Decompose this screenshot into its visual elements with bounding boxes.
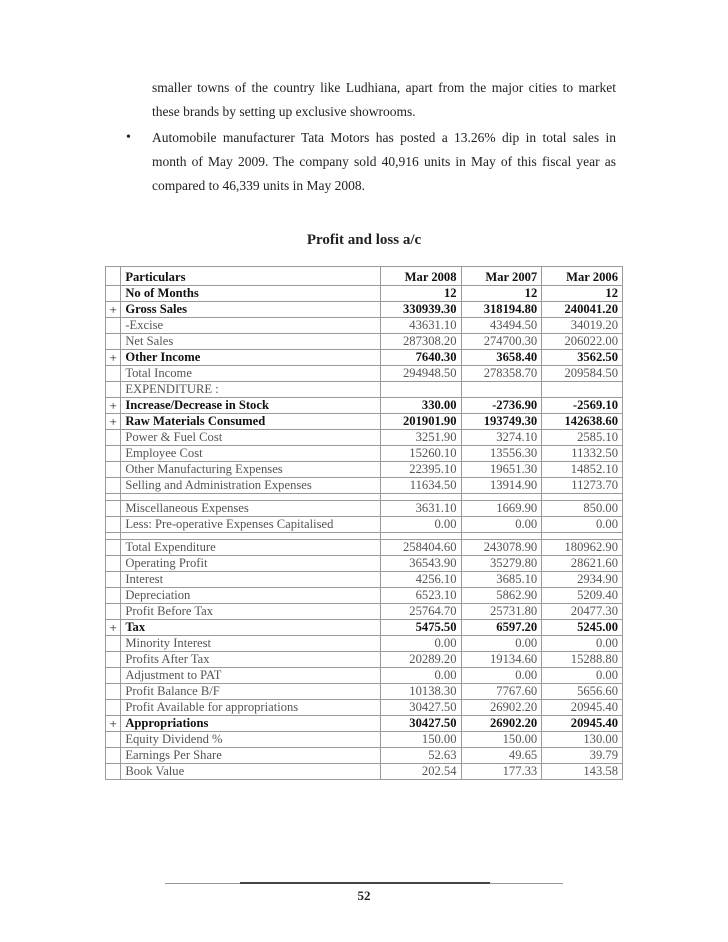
row-label: Other Manufacturing Expenses xyxy=(121,462,381,478)
table-row xyxy=(106,604,623,620)
row-label: Profits After Tax xyxy=(121,652,381,668)
table-row xyxy=(106,588,623,604)
row-value: 49.65 xyxy=(461,748,542,764)
row-value: 142638.60 xyxy=(542,414,623,430)
mark-cell xyxy=(106,501,121,517)
row-value: 7640.30 xyxy=(380,350,461,366)
row-value: 0.00 xyxy=(380,636,461,652)
table-row xyxy=(106,334,623,350)
row-value: 1669.90 xyxy=(461,501,542,517)
expand-icon[interactable]: + xyxy=(106,414,121,430)
row-value: 130.00 xyxy=(542,732,623,748)
row-value: 2585.10 xyxy=(542,430,623,446)
row-label: Employee Cost xyxy=(121,446,381,462)
spacer-cell xyxy=(106,494,121,501)
bullet-icon: • xyxy=(126,130,131,145)
row-label: No of Months xyxy=(121,286,381,302)
row-value: 10138.30 xyxy=(380,684,461,700)
row-value: 850.00 xyxy=(542,501,623,517)
table-header-row xyxy=(106,267,623,286)
bullet-item xyxy=(126,126,616,198)
mark-cell xyxy=(106,462,121,478)
row-label: Interest xyxy=(121,572,381,588)
row-label: Profit Balance B/F xyxy=(121,684,381,700)
row-label: Adjustment to PAT xyxy=(121,668,381,684)
row-value: 0.00 xyxy=(461,636,542,652)
row-value: 0.00 xyxy=(542,668,623,684)
row-value: 28621.60 xyxy=(542,556,623,572)
table-row xyxy=(106,572,623,588)
row-value: 22395.10 xyxy=(380,462,461,478)
row-value: 0.00 xyxy=(542,517,623,533)
row-label: -Excise xyxy=(121,318,381,334)
row-label: EXPENDITURE : xyxy=(121,382,381,398)
table-row xyxy=(106,764,623,780)
mark-cell xyxy=(106,636,121,652)
spacer-cell xyxy=(461,494,542,501)
header-mar-2008: Mar 2008 xyxy=(380,267,461,286)
table-row xyxy=(106,350,623,366)
mark-cell xyxy=(106,540,121,556)
row-label: Appropriations xyxy=(121,716,381,732)
row-label: Raw Materials Consumed xyxy=(121,414,381,430)
row-value: 26902.20 xyxy=(461,700,542,716)
footer-rule-accent xyxy=(240,882,490,884)
header-particulars: Particulars xyxy=(121,267,381,286)
row-value: 11634.50 xyxy=(380,478,461,494)
row-value: 318194.80 xyxy=(461,302,542,318)
row-value: 0.00 xyxy=(380,668,461,684)
row-value: 3685.10 xyxy=(461,572,542,588)
table-row xyxy=(106,286,623,302)
spacer-cell xyxy=(542,494,623,501)
spacer-cell xyxy=(380,494,461,501)
row-value: 43631.10 xyxy=(380,318,461,334)
row-value: 25731.80 xyxy=(461,604,542,620)
row-label: Profit Before Tax xyxy=(121,604,381,620)
row-value: 0.00 xyxy=(461,668,542,684)
row-label: Gross Sales xyxy=(121,302,381,318)
spacer-cell xyxy=(542,533,623,540)
table-row xyxy=(106,446,623,462)
row-value: 0.00 xyxy=(461,517,542,533)
expand-icon[interactable]: + xyxy=(106,350,121,366)
header-mar-2006: Mar 2006 xyxy=(542,267,623,286)
mark-cell xyxy=(106,764,121,780)
row-label: Net Sales xyxy=(121,334,381,350)
mark-cell xyxy=(106,652,121,668)
row-label: Minority Interest xyxy=(121,636,381,652)
mark-cell xyxy=(106,430,121,446)
table-row xyxy=(106,478,623,494)
expand-icon[interactable]: + xyxy=(106,716,121,732)
row-value: 12 xyxy=(542,286,623,302)
row-label: Total Expenditure xyxy=(121,540,381,556)
table-row xyxy=(106,620,623,636)
expand-icon[interactable]: + xyxy=(106,302,121,318)
row-label: Earnings Per Share xyxy=(121,748,381,764)
mark-cell xyxy=(106,382,121,398)
mark-cell xyxy=(106,318,121,334)
row-value: 287308.20 xyxy=(380,334,461,350)
table-row xyxy=(106,302,623,318)
mark-cell xyxy=(106,572,121,588)
row-value xyxy=(542,382,623,398)
row-value: 5245.00 xyxy=(542,620,623,636)
row-value: 20477.30 xyxy=(542,604,623,620)
row-value: 243078.90 xyxy=(461,540,542,556)
row-value: 3562.50 xyxy=(542,350,623,366)
row-value xyxy=(461,382,542,398)
row-value: 34019.20 xyxy=(542,318,623,334)
spacer-cell xyxy=(121,533,381,540)
row-value: 3251.90 xyxy=(380,430,461,446)
row-value: 4256.10 xyxy=(380,572,461,588)
row-value: 330939.30 xyxy=(380,302,461,318)
row-value: 30427.50 xyxy=(380,716,461,732)
row-value: 177.33 xyxy=(461,764,542,780)
row-label: Power & Fuel Cost xyxy=(121,430,381,446)
mark-cell xyxy=(106,556,121,572)
row-value: 20945.40 xyxy=(542,700,623,716)
row-value: 5862.90 xyxy=(461,588,542,604)
row-value: 14852.10 xyxy=(542,462,623,478)
row-value: 274700.30 xyxy=(461,334,542,350)
row-value: 12 xyxy=(461,286,542,302)
row-label: Less: Pre-operative Expenses Capitalised xyxy=(121,517,381,533)
table-row xyxy=(106,501,623,517)
table-row xyxy=(106,540,623,556)
table-row xyxy=(106,684,623,700)
row-label: Operating Profit xyxy=(121,556,381,572)
mark-cell xyxy=(106,732,121,748)
row-value: 258404.60 xyxy=(380,540,461,556)
table-row xyxy=(106,366,623,382)
page-number: 52 xyxy=(357,888,371,903)
row-label: Equity Dividend % xyxy=(121,732,381,748)
row-label: Book Value xyxy=(121,764,381,780)
table-row xyxy=(106,716,623,732)
row-value: 43494.50 xyxy=(461,318,542,334)
row-value: 193749.30 xyxy=(461,414,542,430)
header-mar-2007: Mar 2007 xyxy=(461,267,542,286)
row-value: 5656.60 xyxy=(542,684,623,700)
table-row xyxy=(106,382,623,398)
row-value: 5209.40 xyxy=(542,588,623,604)
row-label: Other Income xyxy=(121,350,381,366)
profit-loss-table xyxy=(105,266,623,780)
row-value: 13556.30 xyxy=(461,446,542,462)
mark-cell xyxy=(106,286,121,302)
row-value: 11332.50 xyxy=(542,446,623,462)
row-value: 39.79 xyxy=(542,748,623,764)
bullet-text: Automobile manufacturer Tata Motors has posted a 13.26% dip in total sales in month of May 2009. The company sold 40,916 units in May of this fiscal year as compared to 46,339 units in May 2008. xyxy=(152,130,616,193)
row-value: 206022.00 xyxy=(542,334,623,350)
header-mark-cell xyxy=(106,267,121,286)
table-spacer-row xyxy=(106,494,623,501)
row-value: 15288.80 xyxy=(542,652,623,668)
row-value: 36543.90 xyxy=(380,556,461,572)
row-value: 294948.50 xyxy=(380,366,461,382)
row-label: Selling and Administration Expenses xyxy=(121,478,381,494)
row-value: 5475.50 xyxy=(380,620,461,636)
row-value: 52.63 xyxy=(380,748,461,764)
table-row xyxy=(106,318,623,334)
table-row xyxy=(106,668,623,684)
mark-cell xyxy=(106,700,121,716)
table-row xyxy=(106,556,623,572)
row-value: 202.54 xyxy=(380,764,461,780)
table-row xyxy=(106,700,623,716)
mark-cell xyxy=(106,668,121,684)
row-value: 201901.90 xyxy=(380,414,461,430)
table-row xyxy=(106,652,623,668)
row-label: Increase/Decrease in Stock xyxy=(121,398,381,414)
mark-cell xyxy=(106,517,121,533)
row-value: 150.00 xyxy=(380,732,461,748)
row-value: 15260.10 xyxy=(380,446,461,462)
row-value: 19651.30 xyxy=(461,462,542,478)
row-value: 330.00 xyxy=(380,398,461,414)
row-value: 6523.10 xyxy=(380,588,461,604)
row-label: Total Income xyxy=(121,366,381,382)
expand-icon[interactable]: + xyxy=(106,620,121,636)
expand-icon[interactable]: + xyxy=(106,398,121,414)
row-value: 26902.20 xyxy=(461,716,542,732)
row-value: 2934.90 xyxy=(542,572,623,588)
table-row xyxy=(106,414,623,430)
table-row xyxy=(106,732,623,748)
row-value: -2736.90 xyxy=(461,398,542,414)
row-value: 13914.90 xyxy=(461,478,542,494)
table-row xyxy=(106,462,623,478)
row-value: 0.00 xyxy=(542,636,623,652)
intro-text xyxy=(126,76,616,198)
spacer-cell xyxy=(121,494,381,501)
row-label: Profit Available for appropriations xyxy=(121,700,381,716)
table-row xyxy=(106,430,623,446)
row-value: -2569.10 xyxy=(542,398,623,414)
row-value: 3658.40 xyxy=(461,350,542,366)
table-row xyxy=(106,748,623,764)
row-value: 30427.50 xyxy=(380,700,461,716)
row-value: 180962.90 xyxy=(542,540,623,556)
table-row xyxy=(106,636,623,652)
table-row xyxy=(106,398,623,414)
row-label: Miscellaneous Expenses xyxy=(121,501,381,517)
row-value: 19134.60 xyxy=(461,652,542,668)
row-label: Depreciation xyxy=(121,588,381,604)
row-value: 278358.70 xyxy=(461,366,542,382)
row-value: 25764.70 xyxy=(380,604,461,620)
row-value xyxy=(380,382,461,398)
row-value: 35279.80 xyxy=(461,556,542,572)
spacer-cell xyxy=(106,533,121,540)
row-value: 3631.10 xyxy=(380,501,461,517)
mark-cell xyxy=(106,588,121,604)
row-value: 0.00 xyxy=(380,517,461,533)
mark-cell xyxy=(106,604,121,620)
mark-cell xyxy=(106,446,121,462)
row-value: 240041.20 xyxy=(542,302,623,318)
row-value: 11273.70 xyxy=(542,478,623,494)
row-value: 143.58 xyxy=(542,764,623,780)
continuation-paragraph: smaller towns of the country like Ludhiana, apart from the major cities to market these brands by setting up exclusive showrooms. xyxy=(152,80,616,119)
spacer-cell xyxy=(461,533,542,540)
row-label: Tax xyxy=(121,620,381,636)
row-value: 20289.20 xyxy=(380,652,461,668)
row-value: 209584.50 xyxy=(542,366,623,382)
row-value: 150.00 xyxy=(461,732,542,748)
mark-cell xyxy=(106,478,121,494)
row-value: 6597.20 xyxy=(461,620,542,636)
row-value: 7767.60 xyxy=(461,684,542,700)
table-title: Profit and loss a/c xyxy=(306,232,422,248)
row-value: 20945.40 xyxy=(542,716,623,732)
mark-cell xyxy=(106,748,121,764)
mark-cell xyxy=(106,366,121,382)
row-value: 12 xyxy=(380,286,461,302)
table-spacer-row xyxy=(106,533,623,540)
table-row xyxy=(106,517,623,533)
mark-cell xyxy=(106,684,121,700)
row-value: 3274.10 xyxy=(461,430,542,446)
spacer-cell xyxy=(380,533,461,540)
mark-cell xyxy=(106,334,121,350)
